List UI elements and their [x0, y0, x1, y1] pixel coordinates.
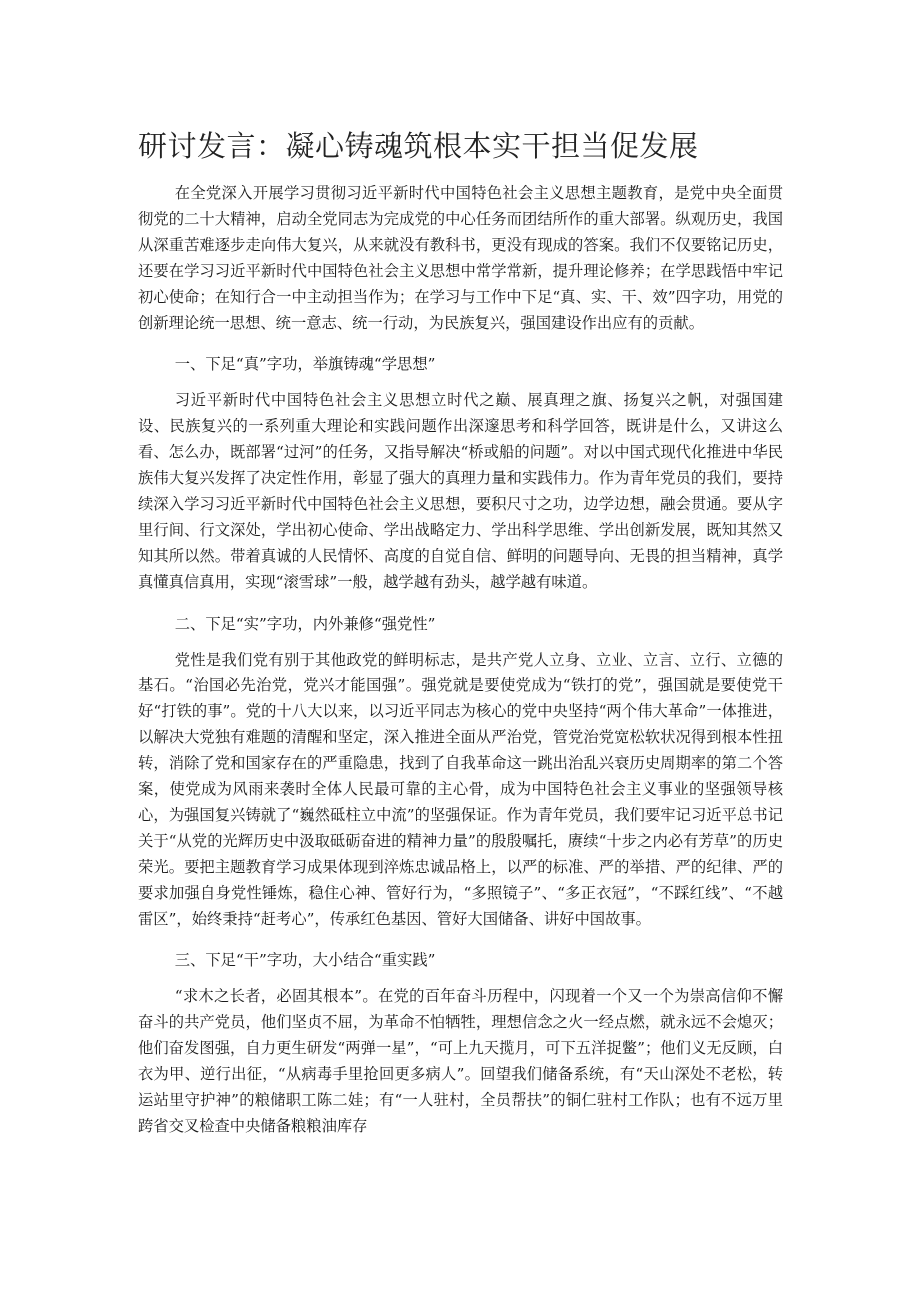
section-heading-2: 二、下足“实”字功，内外兼修“强党性” [174, 614, 436, 633]
section-paragraph-1: 习近平新时代中国特色社会主义思想立时代之巅、展真理之旗、扬复兴之帆，对强国建设、民族复兴的一系列重大理论和实践问题作出深邃思考和科学回答，既讲是什么，又讲这么看、怎么办，既部署“过河”的任务，又指导解决“桥或船的问题”。对以中国式现代化推进中华民族伟大复兴发挥了决定性作用，彰显了强大的真理力量和实践伟力。作为青年党员的我们，要持续深入学习习近平新时代中国特色社会主义思想，要积尺寸之功，边学边想，融会贯通。要从字里行间、行文深处，学出初心使命、学出战略定力、学出科学思维、学出创新发展，既知其然又知其所以然。带着真诚的人民情怀、高度的自觉自信、鲜明的问题导向、无畏的担当精神，真学真懂真信真用，实现“滚雪球”一般，越学越有劲头，越学越有味道。 [138, 391, 783, 591]
section-paragraph-3: “求木之长者，必固其根本”。在党的百年奋斗历程中，闪现着一个又一个为崇高信仰不懈奋斗的共产党员，他们坚贞不屈，为革命不怕牺牲，理想信念之火一经点燃，就永远不会熄灭；他们奋发图强，自力更生研发“两弹一星”，“可上九天揽月，可下五洋捉鳖”；他们义无反顾，白衣为甲、逆行出征，“从病毒手里抢回更多病人”。回望我们储备系统，有“天山深处不老松，转运站里守护神”的粮储职工陈二娃；有“一人驻村，全员帮扶”的铜仁驻村工作队；也有不远万里跨省交叉检查中央储备粮粮油库存 [138, 987, 783, 1135]
section-heading-1: 一、下足“真”字功，举旗铸魂“学思想” [174, 355, 436, 374]
intro-paragraph: 在全党深入开展学习贯彻习近平新时代中国特色社会主义思想主题教育，是党中央全面贯彻党的二十大精神，启动全党同志为完成党的中心任务而团结所作的重大部署。纵观历史，我国从深重苦难逐步走向伟大复兴，从来就没有教科书，更没有现成的答案。我们不仅要铭记历史，还要在学习习近平新时代中国特色社会主义思想中常学常新，提升理论修养；在学思践悟中牢记初心使命；在知行合一中主动担当作为；在学习与工作中下足“真、实、干、效”四字功，用党的创新理论统一思想、统一意志、统一行动，为民族复兴，强国建设作出应有的贡献。 [138, 184, 783, 332]
section-paragraph-2: 党性是我们党有别于其他政党的鲜明标志，是共产党人立身、立业、立言、立行、立德的基石。“治国必先治党，党兴才能国强”。强党就是要使党成为“铁打的党”，强国就是要使党干好“打铁的事”。党的十八大以来，以习近平同志为核心的党中央坚持“两个伟大革命”一体推进，以解决大党独有难题的清醒和坚定，深入推进全面从严治党，管党治党宽松软状况得到根本性扭转，消除了党和国家存在的严重隐患，找到了自我革命这一跳出治乱兴衰历史周期率的第二个答案，使党成为风雨来袭时全体人民最可靠的主心骨，成为中国特色社会主义事业的坚强领导核心，为强国复兴铸就了“巍然砥柱立中流”的坚强保证。作为青年党员，我们要牢记习近平总书记关于“从党的光辉历史中汲取砥砺奋进的精神力量”的殷殷嘱托，赓续“十步之内必有芳草”的历史荣光。要把主题教育学习成果体现到淬炼忠诚品格上，以严的标准、严的举措、严的纪律、严的要求加强自身党性锤炼，稳住心神、管好行为，“多照镜子”、“多正衣冠”，“不踩红线”、“不越雷区”，始终秉持“赶考心”，传承红色基因、管好大国储备、讲好中国故事。 [138, 650, 783, 928]
document-body [138, 181, 783, 1140]
document-title: 研讨发言：凝心铸魂筑根本实干担当促发展 [138, 129, 699, 163]
section-heading-3: 三、下足“干”字功，大小结合“重实践” [174, 951, 436, 970]
